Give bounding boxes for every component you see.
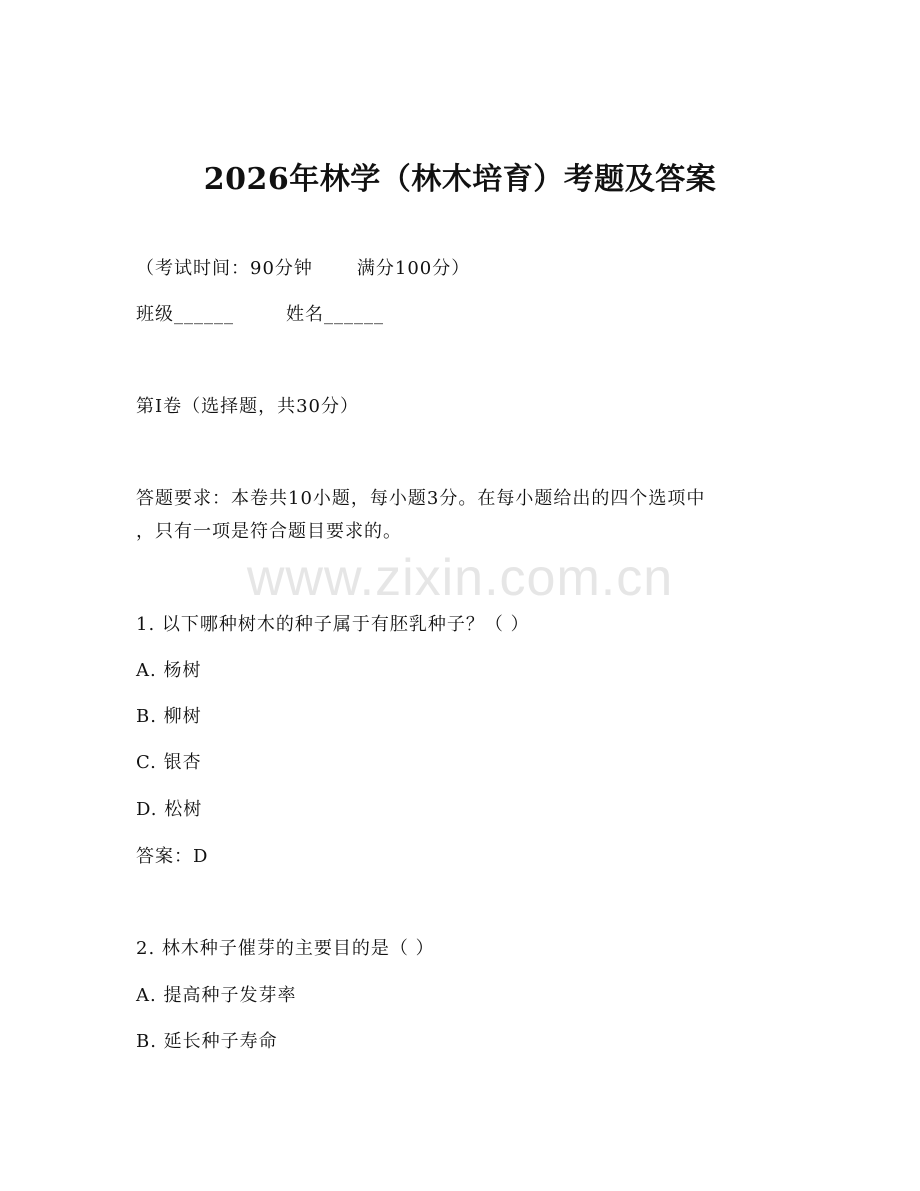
instructions-line-1: 答题要求：本卷共10小题，每小题3分。在每小题给出的四个选项中 xyxy=(136,488,706,509)
section-heading: 第I卷（选择题，共30分） xyxy=(136,396,360,417)
question-1-option-a: A. 杨树 xyxy=(136,660,202,681)
exam-time: （考试时间：90分钟 xyxy=(136,258,313,279)
question-2-stem: 2. 林木种子催芽的主要目的是（ ） xyxy=(136,938,435,959)
question-1-answer: 答案：D xyxy=(136,846,209,867)
student-fields xyxy=(136,300,384,326)
question-1-option-c: C. 银杏 xyxy=(136,752,202,773)
name-field: 姓名______ xyxy=(286,304,384,325)
question-2-option-a: A. 提高种子发芽率 xyxy=(136,985,297,1006)
class-field: 班级______ xyxy=(136,304,234,325)
question-1-stem: 1. 以下哪种树木的种子属于有胚乳种子？（ ） xyxy=(136,614,530,635)
page-title: 2026年林学（林木培育）考题及答案 xyxy=(203,162,717,197)
question-2-option-b: B. 延长种子寿命 xyxy=(136,1031,278,1052)
question-1-option-b: B. 柳树 xyxy=(136,706,202,727)
instructions-line-2: ，只有一项是符合题目要求的。 xyxy=(136,521,402,542)
watermark: www.zixin.com.cn xyxy=(246,549,674,607)
exam-full-score: 满分100分） xyxy=(356,258,471,279)
question-1-option-d: D. 松树 xyxy=(136,799,203,820)
exam-info xyxy=(136,254,470,280)
